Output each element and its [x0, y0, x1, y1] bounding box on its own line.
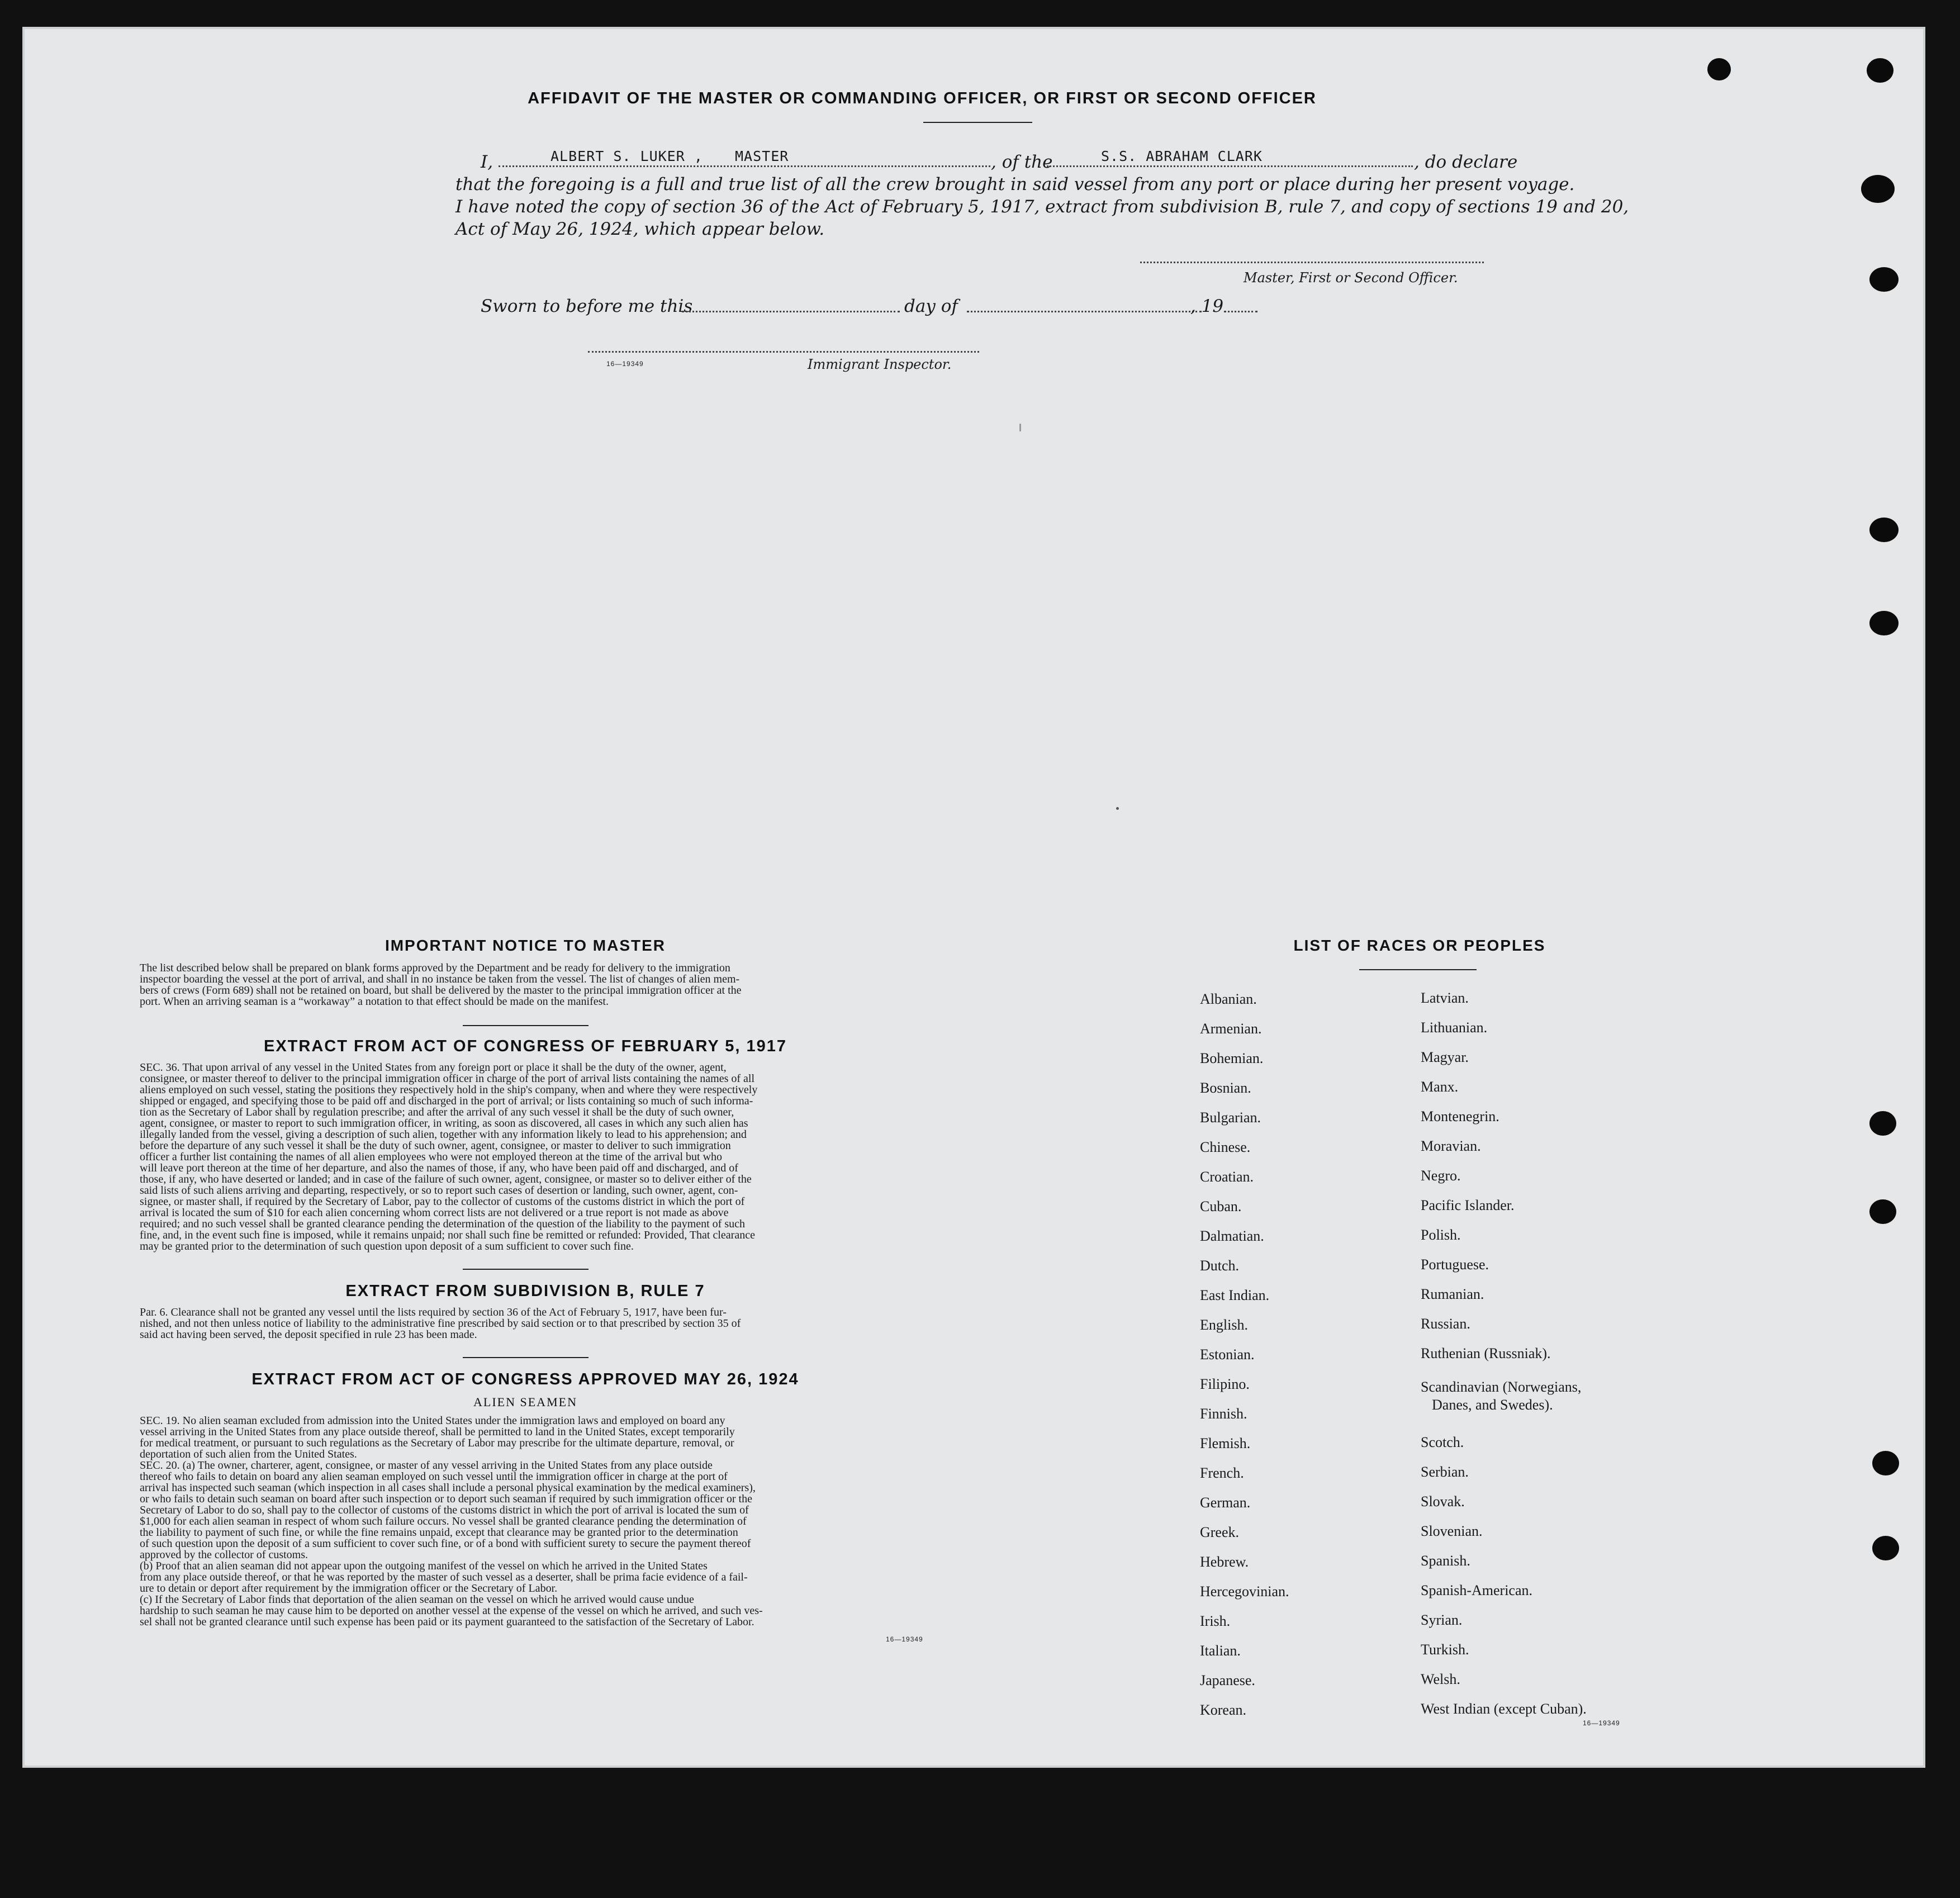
extract-1917-line: those, if any, who have deserted or landed; and in case of the failure of such owner, agent, consignee, or master so to deliver either of the [140, 1173, 752, 1185]
extract-1917-line: agent, consignee, or master to report to such immigration officer, in writing, as soon as discovered, all cases in which any such alien has [140, 1117, 748, 1130]
races-title-rule [1359, 969, 1477, 970]
punch-hole [1869, 1111, 1896, 1136]
race-item: Negro. [1421, 1168, 1461, 1184]
race-item: Slovak. [1421, 1493, 1465, 1510]
extract-1917-line: may be granted prior to the determination of such question upon deposit of a sum sufficient to cover such fine. [140, 1240, 634, 1252]
races-form-number: 16—19349 [1583, 1719, 1620, 1727]
sworn-day-field [682, 311, 900, 312]
punch-hole [1861, 175, 1895, 203]
rule-7-title: EXTRACT FROM SUBDIVISION B, RULE 7 [345, 1282, 705, 1300]
rule-7-line: said act having been served, the deposit specified in rule 23 has been made. [140, 1328, 477, 1341]
race-item: Greek. [1200, 1524, 1240, 1540]
extract-1924-line: approved by the collector of customs. [140, 1549, 309, 1561]
declaration-i: I, [481, 152, 493, 172]
race-item: Hercegovinian. [1200, 1583, 1289, 1600]
race-item: Latvian. [1421, 990, 1469, 1006]
race-item: Albanian. [1200, 991, 1257, 1007]
rule-7-line: nished, and not then unless notice of liability to the administrative fine prescribed by said section or to that prescribed by section 35 of [140, 1317, 741, 1330]
extract-1917-line: arrival is located the sum of $10 for each alien concerning whom correct lists are not delivered or a true report is not made as above [140, 1207, 729, 1219]
race-item: Magyar. [1421, 1049, 1469, 1065]
master-signature-line [1140, 262, 1484, 263]
notice-line: bers of crews (Form 689) shall not be retained on board, but shall be delivered by the master to the principal immigration officer at the [140, 984, 742, 997]
notice-line: The list described below shall be prepared on blank forms approved by the Department and be ready for delivery to the immigration [140, 962, 730, 974]
punch-hole [1869, 1199, 1896, 1224]
declaration-of-the: , of the [991, 152, 1053, 172]
race-item: Scotch. [1421, 1434, 1464, 1450]
punch-hole [1867, 58, 1893, 83]
extract-1924-line: sel shall not be granted clearance until such expense has been paid or its payment guaranteed to the satisfaction of the Secretary of Labor. [140, 1616, 754, 1628]
extract-1917-line: illegally landed from the vessel, giving a description of such alien, together with any information likely to lead to his apprehension; and [140, 1128, 747, 1141]
race-item: Dalmatian. [1200, 1228, 1264, 1244]
master-signature-label: Master, First or Second Officer. [1244, 270, 1458, 286]
race-item: Portuguese. [1421, 1256, 1489, 1273]
race-item: Finnish. [1200, 1406, 1247, 1422]
race-item: Polish. [1421, 1227, 1461, 1243]
rule-7-text [140, 1307, 945, 1340]
race-item: Slovenian. [1421, 1523, 1483, 1539]
extract-form-number: 16—19349 [886, 1635, 923, 1643]
race-item: Bohemian. [1200, 1050, 1264, 1066]
extract-1917-line: said lists of such aliens arriving and departing, respectively, or so to report such cases of desertion or landing, such owner, agent, con- [140, 1184, 738, 1197]
race-item: German. [1200, 1494, 1251, 1511]
punch-hole [1872, 1536, 1899, 1560]
extract-1924-line: SEC. 20. (a) The owner, charterer, agent, consignee, or master of any vessel arriving in the United States from any place outside [140, 1459, 713, 1472]
punch-hole [1869, 267, 1899, 292]
rule-7-line: Par. 6. Clearance shall not be granted any vessel until the lists required by section 36 of the Act of February 5, 1917, have been fur- [140, 1306, 727, 1318]
extract-1924-line: for medical treatment, or pursuant to such regulations as the Secretary of Labor may prescribe for the ultimate departure, removal, or [140, 1437, 734, 1449]
race-item: Korean. [1200, 1702, 1247, 1718]
punch-hole [1869, 518, 1899, 542]
extract-1924-line: or who fails to detain such seaman on board after such inspection or to deport such seaman if required by such immigration officer or the [140, 1493, 752, 1505]
race-item: Welsh. [1421, 1671, 1460, 1687]
race-item: East Indian. [1200, 1287, 1270, 1303]
extract-1917-text [140, 1062, 945, 1252]
race-item: Armenian. [1200, 1021, 1262, 1037]
race-item: Turkish. [1421, 1641, 1469, 1658]
extract-1924-line: from any place outside thereof, or that he was reported by the master of such vessel as a deserter, shall be prima facie evidence of a fail- [140, 1571, 748, 1583]
speck [1116, 807, 1119, 810]
extract-1917-line: shipped or engaged, and specifying those to be paid off and discharged in the port of arrival; or lists containing so much of such informa- [140, 1095, 753, 1107]
punch-hole [1869, 611, 1899, 635]
race-item: French. [1200, 1465, 1244, 1481]
sworn-month-field [967, 311, 1202, 312]
notice-line: inspector boarding the vessel at the port of arrival, and shall in no instance be taken from the vessel. The list of changes of alien mem- [140, 973, 740, 985]
master-name-value: ALBERT S. LUKER , [550, 148, 703, 164]
extract-1924-line: thereof who fails to detain on board any alien seaman employed on such vessel until the immigration officer in charge at the port of [140, 1470, 728, 1483]
sworn-year-field [1224, 311, 1257, 312]
race-item: Ruthenian (Russniak). [1421, 1345, 1551, 1361]
race-item: Bosnian. [1200, 1080, 1251, 1096]
notice-title: IMPORTANT NOTICE TO MASTER [385, 937, 666, 954]
affidavit-title: AFFIDAVIT OF THE MASTER OR COMMANDING OFFICER, OR FIRST OR SECOND OFFICER [528, 89, 1317, 107]
race-item: Cuban. [1200, 1198, 1242, 1214]
race-item: Filipino. [1200, 1376, 1250, 1392]
extract-1924-line: hardship to such seaman he may cause him to be deported on another vessel at the expense of the vessel on which he arrived, and such ves- [140, 1605, 763, 1617]
declaration-line-4: Act of May 26, 1924, which appear below. [455, 219, 825, 239]
extract-1924-line: (b) Proof that an alien seaman did not appear upon the outgoing manifest of the vessel on which he arrived in the United States [140, 1560, 708, 1572]
extract-1917-line: officer a further list containing the names of all alien employees who were not employed thereon at the time of the arrival but who [140, 1151, 723, 1163]
race-item: Italian. [1200, 1643, 1241, 1659]
extract-1924-title: EXTRACT FROM ACT OF CONGRESS APPROVED MAY 26, 1924 [251, 1370, 799, 1388]
race-item: Russian. [1421, 1316, 1470, 1332]
extract-1917-line: signee, or master shall, if required by the Secretary of Labor, pay to the collector of customs of the customs district in which the port of [140, 1195, 745, 1208]
extract-1924-line: arrival has inspected such seaman (which inspection in all cases shall include a personal physical examination by the medical examiners), [140, 1482, 756, 1494]
extract-1924-line: ure to detain or deport after requirement by the immigration officer or the Secretary of Labor. [140, 1582, 558, 1595]
notice-line: port. When an arriving seaman is a “workaway” a notation to that effect should be made on the manifest. [140, 995, 609, 1008]
race-item: Estonian. [1200, 1346, 1255, 1363]
race-item: Bulgarian. [1200, 1109, 1261, 1126]
extract-1924-subtitle: ALIEN SEAMEN [473, 1395, 577, 1409]
punch-hole [1872, 1451, 1899, 1475]
speck [1019, 424, 1021, 431]
race-item: Croatian. [1200, 1169, 1254, 1185]
section-rule [463, 1357, 589, 1358]
inspector-signature-label: Immigrant Inspector. [808, 357, 952, 372]
race-item: Spanish-American. [1421, 1582, 1533, 1598]
extract-1924-line: $1,000 for each alien seaman in respect of whom such failure occurs. No vessel shall be granted clearance pending the determination of [140, 1515, 747, 1527]
extract-1924-line: Secretary of Labor to do so, shall pay to the collector of customs of the customs district in which the port of arrival is located the sum of [140, 1504, 749, 1516]
extract-1924-line: of such question upon the deposit of a sum sufficient to cover such fine, or of a bond with sufficient surety to secure the payment thereof [140, 1538, 751, 1550]
declaration-line-3: I have noted the copy of section 36 of the Act of February 5, 1917, extract from subdivision B, rule 7, and copy of sections 19 and 20, [455, 197, 1629, 217]
declaration-do-declare: , do declare [1414, 152, 1518, 172]
race-item: Syrian. [1421, 1612, 1463, 1628]
extract-1917-line: fine, and, in the event such fine is imposed, while it remains unpaid; nor shall such fine be remitted or refunded: Provided, That clearance [140, 1229, 755, 1241]
race-item: Irish. [1200, 1613, 1231, 1629]
race-item: Manx. [1421, 1079, 1459, 1095]
extract-1924-line: deportation of such alien from the United States. [140, 1448, 357, 1460]
extract-1917-title: EXTRACT FROM ACT OF CONGRESS OF FEBRUARY 5, 1917 [263, 1037, 787, 1055]
race-item: Chinese. [1200, 1139, 1251, 1155]
race-item: Montenegrin. [1421, 1108, 1499, 1124]
race-item: Japanese. [1200, 1672, 1255, 1688]
notice-text [140, 962, 945, 1007]
race-item: Hebrew. [1200, 1554, 1249, 1570]
sworn-label: Sworn to before me this [481, 296, 693, 316]
section-rule [463, 1025, 589, 1026]
race-item: Scandinavian (Norwegians, [1421, 1379, 1582, 1395]
race-item: English. [1200, 1317, 1248, 1333]
master-rank-value: MASTER [735, 148, 789, 164]
race-item: Flemish. [1200, 1435, 1251, 1451]
vessel-name-value: S.S. ABRAHAM CLARK [1101, 148, 1263, 164]
race-item: Pacific Islander. [1421, 1197, 1515, 1213]
extract-1924-line: the liability to payment of such fine, or while the fine remains unpaid, except that clearance may be granted prior to the determination [140, 1526, 738, 1539]
extract-1917-line: consignee, or master thereof to deliver to the principal immigration officer in charge of the port of arrival lists containing the names of all [140, 1073, 755, 1085]
inspector-signature-line [588, 351, 979, 353]
race-item: West Indian (except Cuban). [1421, 1701, 1587, 1717]
sworn-year-label: , 19 [1190, 296, 1224, 316]
extract-1917-line: SEC. 36. That upon arrival of any vessel in the United States from any foreign port or place it shall be the duty of the owner, agent, [140, 1061, 727, 1074]
extract-1924-line: vessel arriving in the United States from any place outside thereof, shall be permitted to land in the United States, except temporarily [140, 1426, 735, 1438]
extract-1917-line: required; and no such vessel shall be granted clearance pending the determination of the question of the liability to the payment of such [140, 1218, 745, 1230]
race-item: Rumanian. [1421, 1286, 1484, 1302]
race-item: Danes, and Swedes). [1432, 1397, 1553, 1413]
race-item: Spanish. [1421, 1553, 1470, 1569]
extract-1917-line: will leave port thereon at the time of her departure, and also the names of those, if any, who have been paid off and discharged, and of [140, 1162, 738, 1174]
extract-1924-line: SEC. 19. No alien seaman excluded from admission into the United States under the immigration laws and employed on board any [140, 1415, 725, 1427]
race-item: Moravian. [1421, 1138, 1481, 1154]
extract-1917-line: tion as the Secretary of Labor shall by regulation prescribe; and after the arrival of any such vessel it shall be the duty of such owner, [140, 1106, 734, 1118]
races-title: LIST OF RACES OR PEOPLES [1293, 937, 1546, 954]
race-item: Lithuanian. [1421, 1019, 1488, 1036]
document-page [22, 27, 1925, 1768]
race-item: Serbian. [1421, 1464, 1469, 1480]
section-rule [463, 1269, 589, 1270]
race-item: Dutch. [1200, 1258, 1240, 1274]
extract-1917-line: before the departure of any such vessel it shall be the duty of such owner, agent, consignee, or master to deliver to such immigration [140, 1140, 731, 1152]
affidavit-form-number: 16—19349 [606, 360, 644, 368]
declaration-line-2: that the foregoing is a full and true list of all the crew brought in said vessel from any port or place during her present voyage. [455, 174, 1575, 194]
extract-1924-text [140, 1415, 945, 1627]
extract-1917-line: aliens employed on such vessel, stating the positions they respectively hold in the ship's company, when and where they were respectively [140, 1084, 758, 1096]
extract-1924-line: (c) If the Secretary of Labor finds that deportation of the alien seaman on the vessel on which he arrived would cause undue [140, 1593, 694, 1606]
sworn-day-of: day of [904, 296, 958, 316]
punch-hole [1707, 58, 1731, 80]
title-rule [923, 122, 1032, 123]
